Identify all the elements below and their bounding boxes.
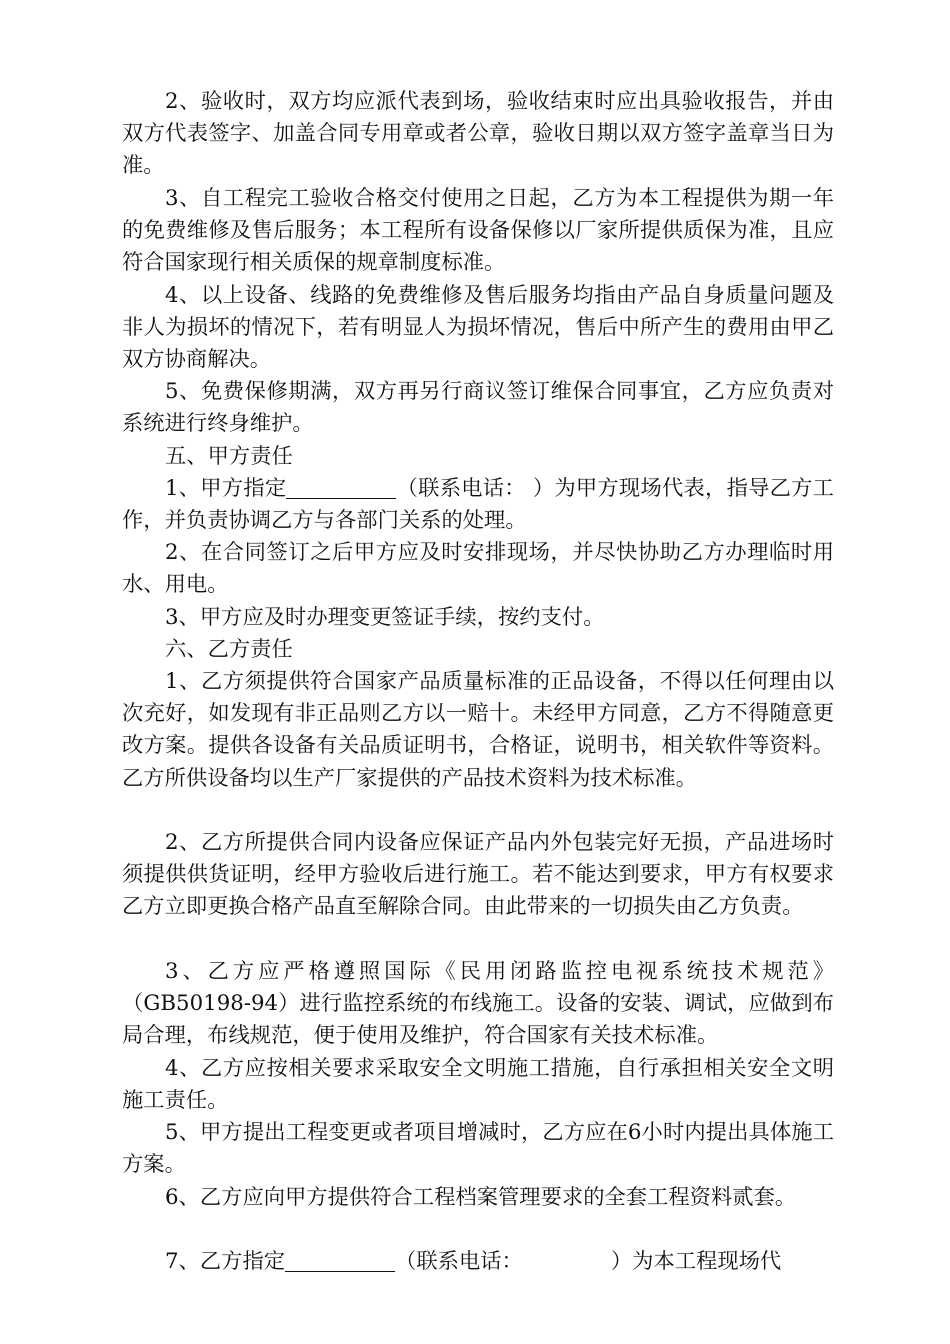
- clause-change-plan: 5、甲方提出工程变更或者项目增减时，乙方应在6小时内提出具体施工方案。: [122, 1120, 834, 1178]
- clause-text-rest: （联系电话： ）为甲方现场代表，指导乙方工作，并负责协调乙方与各部门关系的处理。: [122, 476, 834, 534]
- clause-party-b-representative: [122, 1246, 834, 1278]
- clause-party-a-representative: [122, 473, 834, 537]
- representative-name-blank: [286, 476, 396, 499]
- representative-name-blank: [285, 1249, 395, 1272]
- clause-change-visa: 3、甲方应及时办理变更签证手续，按约支付。: [165, 605, 605, 630]
- clause-text-rest: ）为本工程现场代: [610, 1249, 782, 1274]
- section-heading-party-b: 六、乙方责任: [165, 637, 293, 662]
- section-heading-party-a: 五、甲方责任: [165, 444, 293, 469]
- clause-packaging: 2、乙方所提供合同内设备应保证产品内外包装完好无损，产品进场时须提供供货证明，经甲方验收后进行施工。若不能达到要求，甲方有权要求乙方立即更换合格产品直至解除合同。由此带来的一切损失由乙方负责。: [122, 830, 834, 920]
- clause-maintenance-contract: 5、免费保修期满，双方再另行商议签订维保合同事宜，乙方应负责对系统进行终身维护。: [122, 379, 834, 437]
- clause-warranty-period: 3、自工程完工验收合格交付使用之日起，乙方为本工程提供为期一年的免费维修及售后服务；本工程所有设备保修以厂家所提供质保为准，且应符合国家现行相关质保的规章制度标准。: [122, 186, 834, 276]
- clause-site-arrangement: 2、在合同签订之后甲方应及时安排现场，并尽快协助乙方办理临时用水、用电。: [122, 540, 834, 598]
- clause-genuine-equipment: 1、乙方须提供符合国家产品质量标准的正品设备，不得以任何理由以次充好，如发现有非正品则乙方以一赔十。未经甲方同意，乙方不得随意更改方案。提供各设备有关品质证明书，合格证，说明书，相关软件等资料。乙方所供设备均以生产厂家提供的产品技术资料为技术标准。: [122, 669, 834, 791]
- clause-warranty-scope: 4、以上设备、线路的免费维修及售后服务均指由产品自身质量问题及非人为损坏的情况下，若有明显人为损坏情况，售后中所产生的费用由甲乙双方协商解决。: [122, 283, 834, 373]
- clause-text-start: 1、甲方指定: [165, 476, 287, 501]
- clause-archive: 6、乙方应向甲方提供符合工程档案管理要求的全套工程资料贰套。: [165, 1185, 797, 1210]
- clause-acceptance-attendance: 2、验收时，双方均应派代表到场，验收结束时应出具验收报告，并由双方代表签字、加盖合同专用章或者公章，验收日期以双方签字盖章当日为准。: [122, 89, 834, 179]
- clause-text-phone: （联系电话：: [395, 1249, 523, 1274]
- clause-text-start: 7、乙方指定: [165, 1249, 286, 1274]
- clause-safety: 4、乙方应按相关要求采取安全文明施工措施，自行承担相关安全文明施工责任。: [122, 1056, 834, 1114]
- clause-cctv-standard: 3、乙方应严格遵照国际《民用闭路监控电视系统技术规范》（GB50198-94）进行监控系统的布线施工。设备的安装、调试，应做到布局合理，布线规范，便于使用及维护，符合国家有关技术标准。: [122, 959, 834, 1049]
